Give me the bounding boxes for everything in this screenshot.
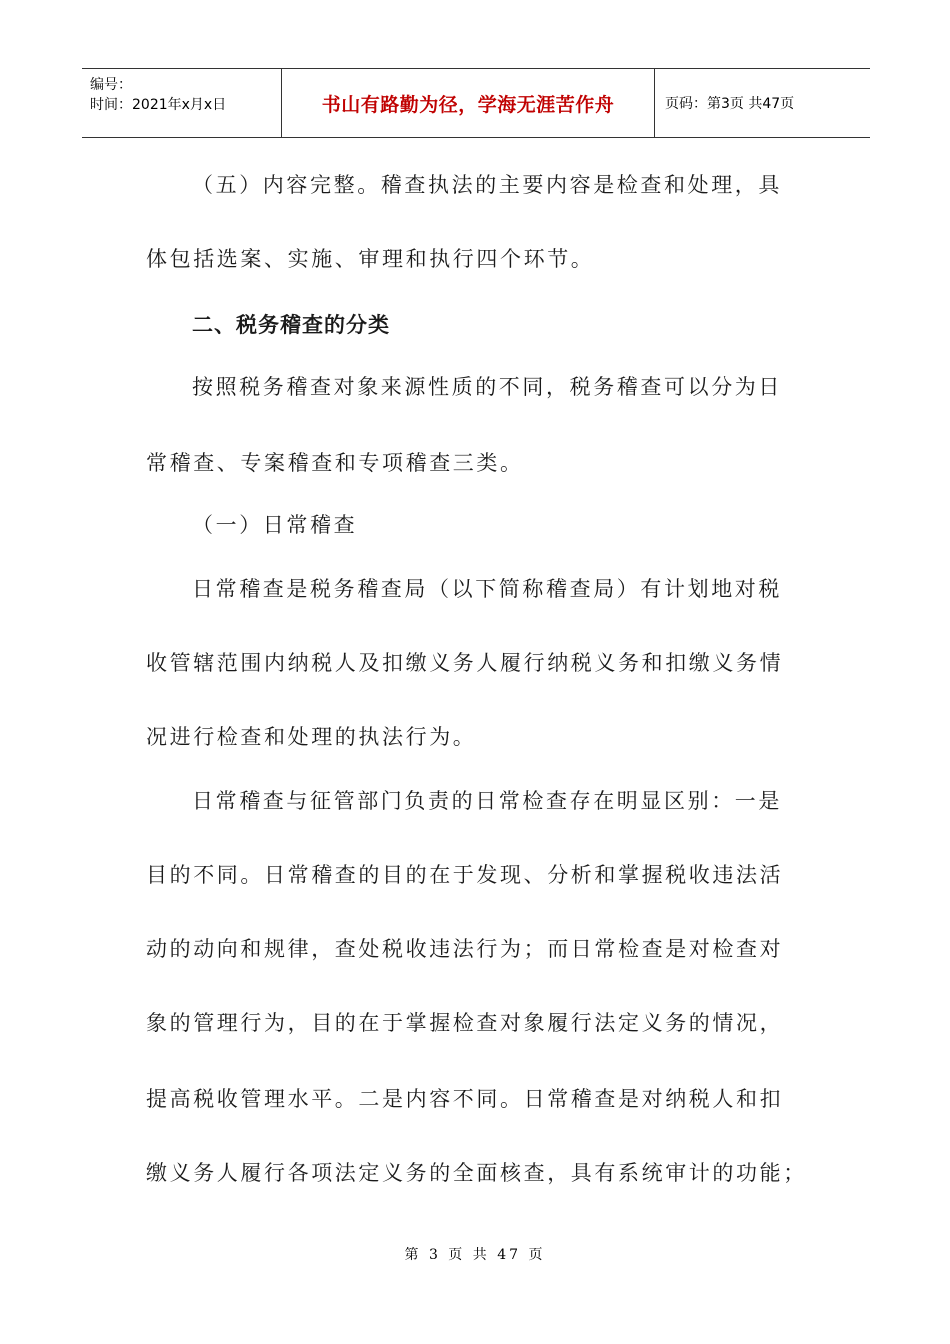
body-line-5: 常稽查、专案稽查和专项稽查三类。 [146, 451, 524, 475]
header-motto [282, 69, 655, 137]
body-line-1: （五）内容完整。稽查执法的主要内容是检查和处理，具 [192, 173, 782, 197]
page-footer: 第 3 页 共 47 页 [404, 1247, 546, 1263]
subsection-heading: （一）日常稽查 [192, 513, 358, 537]
body-line-7: 日常稽查是税务稽查局（以下简称稽查局）有计划地对税 [192, 577, 782, 601]
body-line-14: 提高税收管理水平。二是内容不同。日常稽查是对纳税人和扣 [146, 1087, 784, 1111]
doc-number: 编号： [90, 77, 132, 93]
doc-date: 时间：2021年x月x日 [90, 97, 227, 113]
page-header [82, 68, 870, 138]
header-meta [82, 69, 282, 137]
header-page-info: 页码：第3页 共47页 [665, 96, 795, 112]
body-line-4: 按照税务稽查对象来源性质的不同，税务稽查可以分为日 [192, 375, 782, 399]
motto-text: 书山有路勤为径，学海无涯苦作舟 [321, 93, 615, 116]
body-line-15: 缴义务人履行各项法定义务的全面核查，具有系统审计的功能； [146, 1161, 807, 1185]
body-line-8: 收管辖范围内纳税人及扣缴义务人履行纳税义务和扣缴义务情 [146, 651, 784, 675]
body-line-12: 动的动向和规律，查处税收违法行为；而日常检查是对检查对 [146, 937, 784, 961]
body-line-11: 目的不同。日常稽查的目的在于发现、分析和掌握税收违法活 [146, 863, 784, 887]
body-line-10: 日常稽查与征管部门负责的日常检查存在明显区别：一是 [192, 789, 782, 813]
body-line-9: 况进行检查和处理的执法行为。 [146, 725, 477, 749]
section-heading: 二、税务稽查的分类 [192, 313, 390, 337]
body-line-13: 象的管理行为，目的在于掌握检查对象履行法定义务的情况， [146, 1011, 784, 1035]
body-line-2: 体包括选案、实施、审理和执行四个环节。 [146, 247, 595, 271]
